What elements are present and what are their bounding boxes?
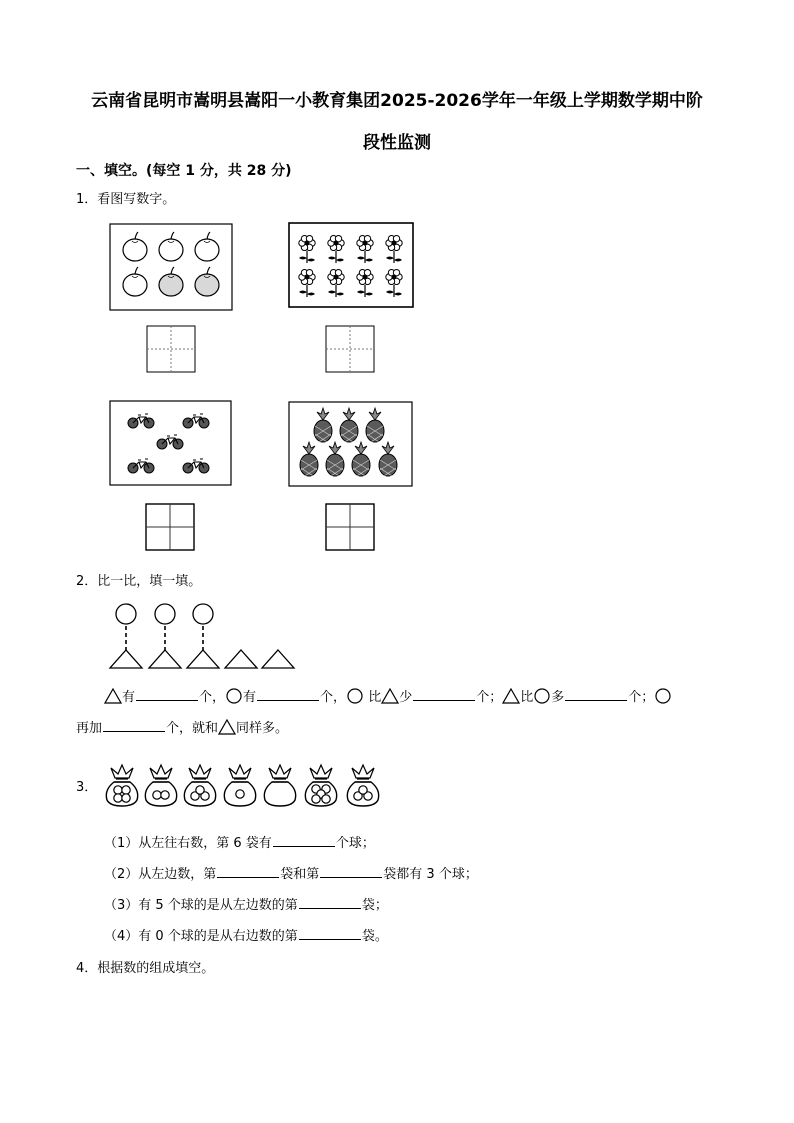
question-2-sentence-line2: 再加 个，就和 同样多。 (76, 717, 288, 736)
answer-grid-apples[interactable] (147, 326, 195, 372)
page-title-line2: 段性监测 (363, 133, 431, 153)
blank-add-circles[interactable] (103, 717, 165, 732)
ball-bag-icon (106, 765, 137, 806)
pineapples-picture (289, 402, 412, 486)
circle-shape (116, 604, 136, 624)
question-3-label: 3． (76, 780, 98, 795)
ball-bag-icon (264, 765, 295, 806)
ball-bag-icon (184, 765, 215, 806)
circle-icon (533, 688, 551, 704)
triangle-icon (218, 719, 236, 735)
circle-shape (193, 604, 213, 624)
triangle-shape (262, 650, 294, 668)
page-title-line1: 云南省昆明市嵩明县嵩阳一小教育集团2025-2026学年一年级上学期数学期中阶 (91, 91, 703, 111)
ball-icon (153, 791, 161, 799)
question-4-label: 4．根据数的组成填空。 (76, 961, 215, 976)
ball-icon (359, 786, 367, 794)
blank-q3-2a[interactable] (217, 863, 279, 878)
blank-circle-fewer[interactable] (413, 686, 475, 701)
circle-icon (346, 688, 364, 704)
blank-q3-3[interactable] (299, 894, 361, 909)
question-2-figure (110, 604, 294, 668)
circle-icon (654, 688, 672, 704)
ball-icon (236, 790, 244, 798)
apples-picture (110, 224, 232, 310)
ball-icon (312, 795, 320, 803)
section-1-heading: 一、填空。(每空 1 分，共 28 分) (76, 163, 292, 179)
answer-grid-bicycles[interactable] (146, 504, 194, 550)
question-2-sentence-line1: 有 个， 有 个， 比 少 个； 比 多 个； (104, 686, 672, 705)
answer-grid-flowers[interactable] (326, 326, 374, 372)
question-1-label: 1．看图写数字。 (76, 192, 176, 207)
flowers-picture (289, 223, 413, 307)
triangle-shape (187, 650, 219, 668)
question-3-item-1: （1）从左往右数，第 6 袋有 个球； (104, 832, 375, 851)
blank-circle-count[interactable] (257, 686, 319, 701)
triangle-icon (502, 688, 520, 704)
question-3-item-4: （4）有 0 个球的是从右边数的第 袋。 (104, 925, 388, 944)
bicycles-picture (110, 401, 231, 485)
ball-bag-icon (347, 765, 378, 806)
triangle-shape (110, 650, 142, 668)
ball-icon (161, 791, 169, 799)
ball-icon (122, 794, 130, 802)
ball-icon (196, 786, 204, 794)
answer-grid-pineapples[interactable] (326, 504, 374, 550)
circle-shape (155, 604, 175, 624)
blank-q3-4[interactable] (299, 925, 361, 940)
ball-icon (122, 786, 130, 794)
triangle-icon (381, 688, 399, 704)
question-3-bags (106, 765, 378, 806)
blank-triangle-more[interactable] (565, 686, 627, 701)
triangle-shape (225, 650, 257, 668)
question-2-label: 2．比一比，填一填。 (76, 574, 202, 589)
blank-q3-1[interactable] (273, 832, 335, 847)
ball-bag-icon (145, 765, 176, 806)
blank-q3-2b[interactable] (320, 863, 382, 878)
ball-icon (114, 786, 122, 794)
ball-icon (114, 794, 122, 802)
question-3-item-2: （2）从左边数，第 袋和第 袋都有 3 个球； (104, 863, 478, 882)
blank-triangle-count[interactable] (136, 686, 198, 701)
circle-icon (225, 688, 243, 704)
ball-bag-icon (305, 765, 336, 806)
ball-icon (322, 795, 330, 803)
triangle-shape (149, 650, 181, 668)
triangle-icon (104, 688, 122, 704)
question-3-item-3: （3）有 5 个球的是从左边数的第 袋； (104, 894, 388, 913)
ball-bag-icon (224, 765, 255, 806)
